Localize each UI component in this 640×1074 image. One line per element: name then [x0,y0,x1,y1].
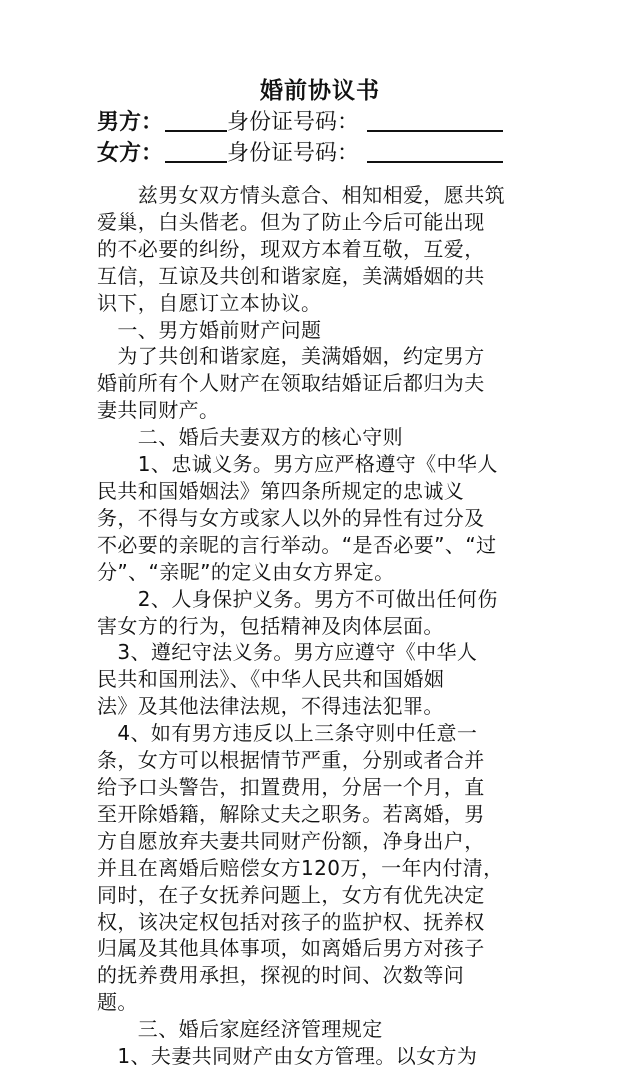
male-id-blank [367,108,503,132]
body-line: 民共和国婚姻法》第四条所规定的忠诚义 [97,479,465,503]
body-line: 二、婚后夫妻双方的核心守则 [97,425,403,450]
body-line: 婚前所有个人财产在领取结婚证后都归为夫 [97,371,485,396]
body-line: 2、人身保护义务。男方不可做出任何伤 [97,586,498,611]
female-party-label: 女方： [97,141,164,166]
male-name-blank [165,108,227,132]
female-party-row [97,139,503,169]
body-line: 4、如有男方违反以上三条守则中任意一 [97,721,478,746]
body-line: 妻共同财产。 [97,398,220,423]
female-id-blank [367,139,503,163]
body-line: 害女方的行为，包括精神及肉体层面。 [97,613,444,638]
body-line: 兹男女双方情头意合、相知相爱，愿共筑 [97,183,505,207]
body-line: 方自愿放弃夫妻共同财产份额，净身出户， [97,828,485,853]
body-line: 同时，在子女抚养问题上，女方有优先决定 [97,882,485,907]
body-line: 一、男方婚前财产问题 [97,317,322,342]
body-line: 1、夫妻共同财产由女方管理。以女方为 [97,1044,478,1069]
body-line: 并且在离婚后赔偿女方120万，一年内付清， [97,855,504,880]
body-line: 民共和国刑法》、《中华人民共和国婚姻 [97,667,445,692]
document-title: 婚前协议书 [260,78,380,104]
body-line: 条，女方可以根据情节严重，分别或者合并 [97,748,485,773]
body-line: 归属及其他具体事项，如离婚后男方对孩子 [97,936,485,961]
body-line: 至开除婚籍，解除丈夫之职务。若离婚，男 [97,801,485,826]
body-line: 不必要的亲昵的言行举动。“是否必要”、“过 [97,532,497,557]
male-party-row [97,108,503,138]
body-line: 识下，自愿订立本协议。 [97,290,322,315]
female-id-label: 身份证号码： [227,141,360,166]
body-line: 分”、“亲昵”的定义由女方界定。 [97,559,395,584]
body-line: 的抚养费用承担，探视的时间、次数等问 [97,963,465,988]
body-line: 给予口头警告，扣置费用，分居一个月，直 [97,775,485,799]
body-line: 为了共创和谐家庭，美满婚姻，约定男方 [97,344,485,369]
body-line: 法》及其他法律法规，不得违法犯罪。 [97,694,444,719]
body-line: 的不必要的纠纷，现双方本着互敬，互爱， [97,236,485,261]
body-line: 3、遵纪守法义务。男方应遵守《中华人 [97,640,478,665]
body-line: 1、忠诚义务。男方应严格遵守《中华人 [97,452,498,477]
body-line: 权，该决定权包括对孩子的监护权、抚养权 [97,909,485,934]
body-line: 务，不得与女方或家人以外的异性有过分及 [97,505,485,530]
body-line: 三、婚后家庭经济管理规定 [97,1017,383,1042]
body-line: 互信，互谅及共创和谐家庭，美满婚姻的共 [97,263,485,288]
female-name-blank [165,139,227,163]
body-line: 题。 [97,990,138,1015]
body-line: 爱巢，白头偕老。但为了防止今后可能出现 [97,209,485,234]
male-id-label: 身份证号码： [227,110,360,135]
male-party-label: 男方： [97,110,164,135]
